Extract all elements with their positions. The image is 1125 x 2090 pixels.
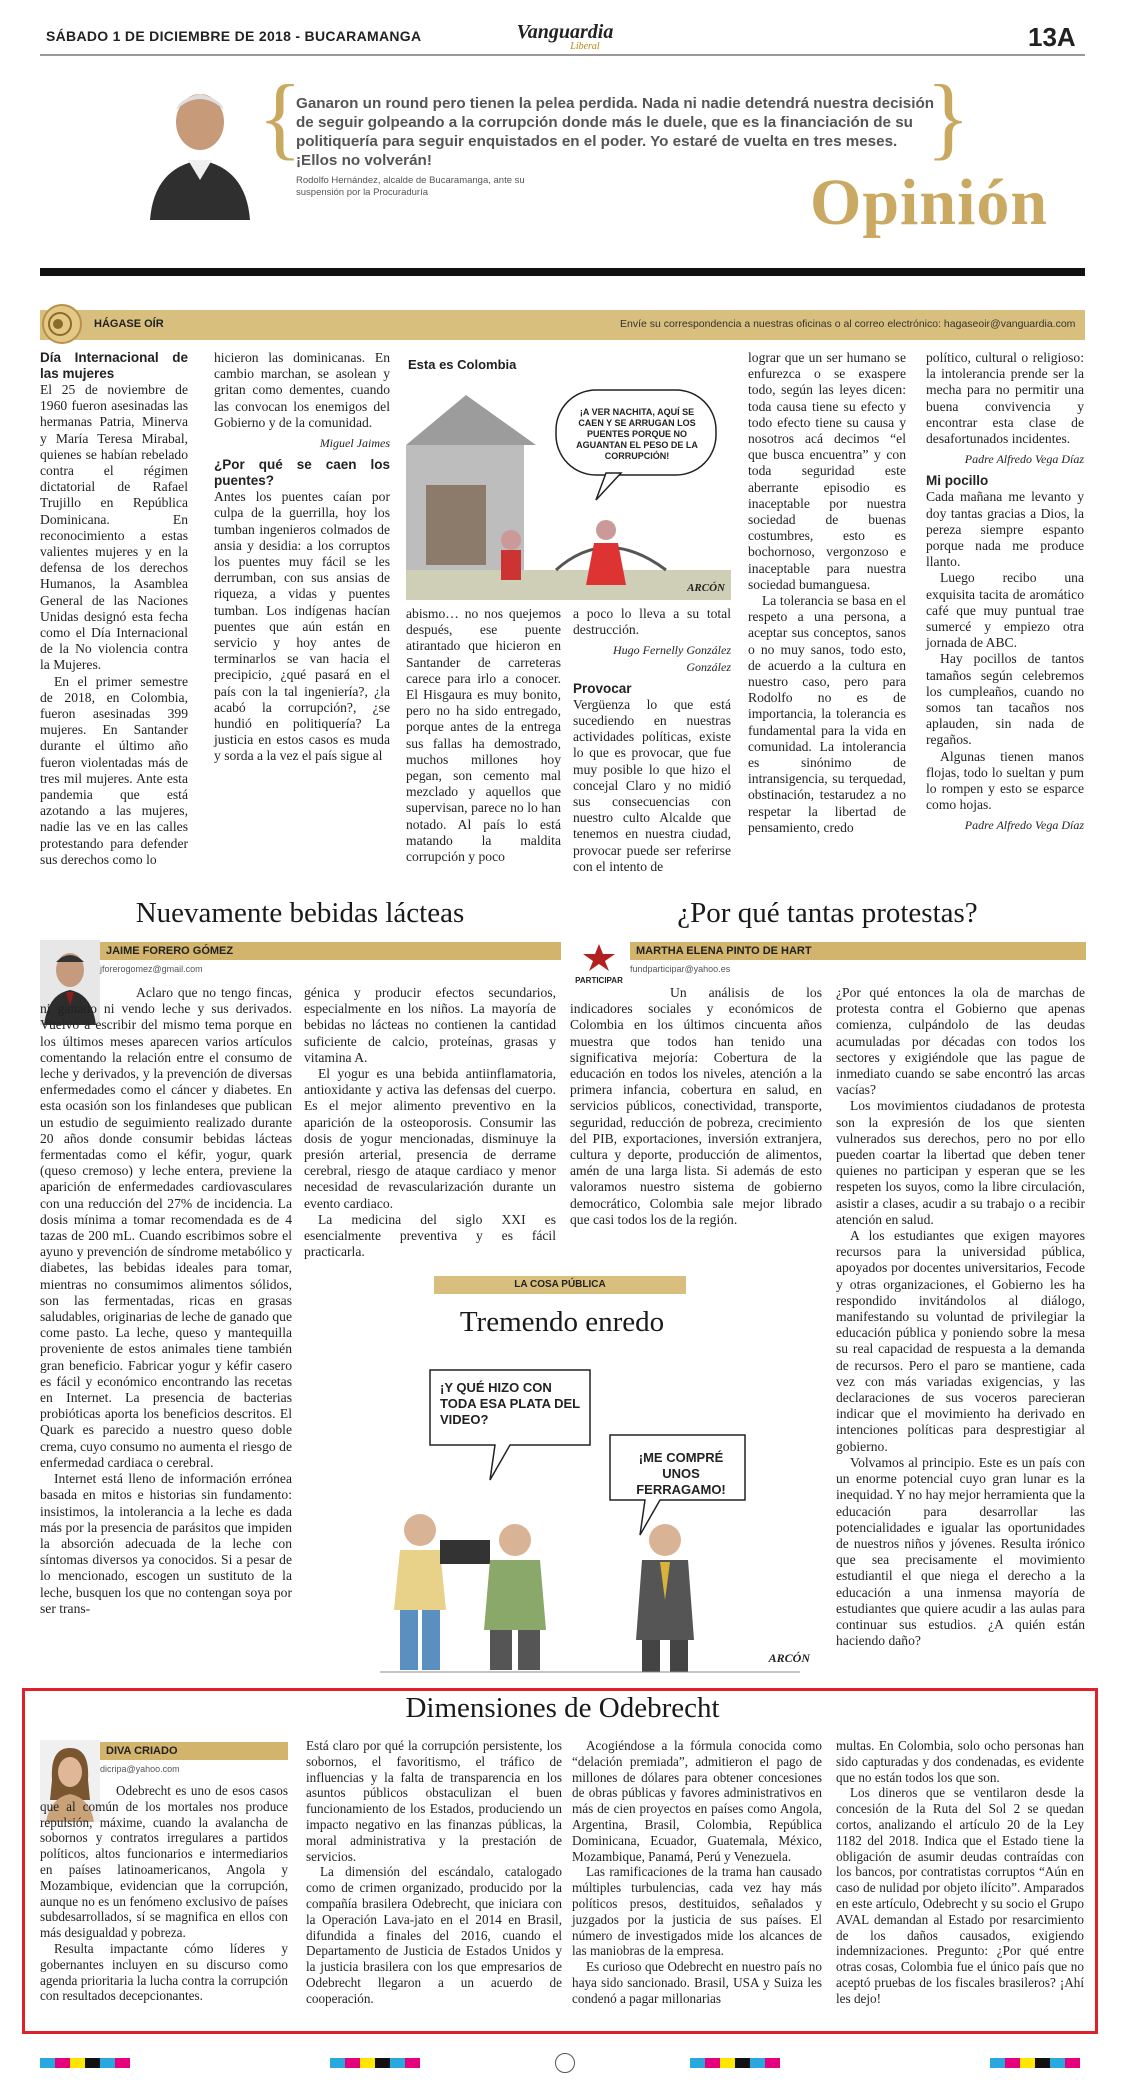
cartoon-tremendo-enredo (360, 1350, 820, 1680)
section-rule (40, 268, 1085, 276)
article3-email: dicripa@yahoo.com (100, 1764, 180, 1774)
article2-author: MARTHA ELENA PINTO DE HART (630, 942, 1086, 960)
quote-brace-left: { (258, 66, 303, 168)
letter-title: ¿Por qué se caen los puentes? (214, 457, 390, 489)
article-text: Es curioso que Odebrecht en nuestro país no haya sido sancionado. Brasil, USA y Suiza les condenó a pagar millonarias (572, 1959, 822, 2006)
registration-marks-left (40, 2058, 130, 2068)
section-title: Opinión (810, 166, 1049, 239)
participar-logo: PARTICIPAR (570, 942, 628, 994)
cartoon-author: ARCÓN (768, 1651, 810, 1665)
article1-col1 (40, 985, 292, 1617)
article1-author: JAIME FORERO GÓMEZ (100, 942, 561, 960)
cosa-publica-headline: Tremendo enredo (459, 1306, 665, 1338)
letter-title: Día Internacional de las mujeres (40, 350, 188, 381)
letter-text: El 25 de noviembre de 1960 fueron asesinadas las hermanas Patria, Minerva y María Teresa Mirabal, quienes se habían rebelado contra el régimen dictatorial de Rafael Trujillo en República Dominicana. En reconocimiento a estas valientes mujeres y en la defensa de los derechos Humanos, la Asamblea General de las Naciones Unidas designó esta fecha como el Día Internacional de la No violencia contra la Mujeres. (40, 382, 188, 673)
cartoon-colombia (406, 355, 731, 600)
letter-text: Vergüenza lo que está sucediendo en nuestras actividades políticas, existe lo que es provocar, que fue muy posible lo que hizo el concejal Claro y no midió sus consecuencias con nuestro culto Alcalde que tenemos en nuestra ciudad, provocar puede ser referirse con el intento de (573, 696, 731, 874)
letter-text: La tolerancia se basa en el respeto a una persona, a aceptar sus conceptos, sanos o no muy sanos, todo esto, de acuerdo a la cultura en nuestro caso, pero para Rodolfo no es de importancia, la tolerancia es fundamental para la vida en comunidad. La intolerancia es sinónimo de intransigencia, su terquedad, obstinación, testarudez a no respetar la libertad de pensamiento, credo (748, 593, 906, 835)
article1-col2 (304, 985, 556, 1260)
letter-col-4 (573, 606, 731, 875)
crosshair-icon (555, 2053, 575, 2073)
article2-col1 (570, 985, 822, 1228)
article3-col3 (572, 1738, 822, 2007)
letter-text: a poco lo lleva a su total destrucción. (573, 606, 731, 638)
letter-text: En el primer semestre de 2018, en Colombia, fueron asesinadas 399 mujeres. En Santander durante el último año fueron violentadas más de tres mil mujeres. Ante esta pandemia que está azotando a las mujeres, nadie las ve en las calles protestando para defender sus derechos como lo (40, 673, 188, 867)
article-text: Un análisis de los indicadores sociales y económicos de Colombia en los últimos cincuenta años muestra que todos han tenido una significativa mejoría: Cobertura de la educación en todos los niveles, atención a la primera infancia, cobertura en salud, en servicios públicos, conectividad, transporte, seguridad, reducción de pobreza, crecimiento del PIB, exportaciones, inversión extranjera, cultura y deporte, producción de alimentos, amén de una larga lista. Si además de esto valoramos nuestro sistema de gobierno democrático, Colombia sale mejor librado que casi todos los de la región. (570, 985, 822, 1227)
registration-marks-center (330, 2058, 420, 2068)
article-text: El yogur es una bebida antiinflamatoria, antioxidante y activa las defensas del cuerpo. Es el mejor alimento preventivo en la aparición de la osteoporosis. Consumir las dosis de yogur mencionadas, disminuye la presión arterial, presencia de derrame cerebral, riesgo de ataque cardiaco y menor necesidad de revascularización durante un evento cardiaco. (304, 1066, 556, 1211)
letter-text: Antes los puentes caían por culpa de la guerrilla, hoy los tumban ingenieros colmados de ansia y desidia: a los corruptos los puentes muy fácil se les derrumban, con sus ansias de riqueza, a vidas y puentes tumban. Los indígenas hacían puentes que aún están en servicio y hoy antes de terminarlos se van hacia el precipicio, ¿qué pasará en el país con la tal ingeniería?, ¿la acabó la corrupción?, ¿se hundió en politiquería? La justicia en estos casos es muda y sorda a la vez el país sigue al (214, 489, 390, 764)
cartoon-author: ARCÓN (687, 582, 725, 594)
article3-col4 (836, 1738, 1084, 2007)
article-text: Internet está lleno de información errónea basada en mitos e historias sin fundamento: insistimos, la intolerancia a la leche es dada más por la presencia de parásitos que impiden la absorción adecuada de la leche con síntomas diversos ya conocidos. Si a pesar de lo mencionado, escogen un sustituto de la leche, busquen los que no contengan soya por ser trans- (40, 1471, 292, 1616)
article-text: A los estudiantes que exigen mayores recursos para la universidad pública, apoyados por docentes universitarios, Fecode y otras organizaciones, el Gobierno les ha respondido invitándolos al diálogo, manifestando su voluntad de privilegiar la educación pública y poniendo sobre la mesa su real capacidad de respuesta a la demanda de recursos. Pero el paro se mantiene, cada vez con más variadas exigencias, y las declaraciones de sus voceros parecieran indicar que el movimiento ha derivado en intenciones políticas para desprestigiar al gobierno. (836, 1228, 1085, 1454)
article-text: Aclaro que no tengo fincas, ni ganado ni vendo leche y sus derivados. Vuelvo a escribir del mismo tema porque en los últimos meses aparecen varios artículos comentando la relación entre el consumo de leche y derivados, y la prevención de diversas enfermedades como el cáncer y diabetes. En esta ocasión son los finlandeses que publican un estudio de seguimiento realizado durante 20 años donde consumir bebidas lácteas fermentadas como el kéfir, yogur, quark (queso cremoso) y leche entera, previene la aparición de enfermedades cardiovasculares con una reducción del 27% de incidencia. La dosis mínima a tomar recomendada es de 4 tazas de 200 mL. Cuando escribimos sobre el ayuno y prevención de síndrome metabólico y diabetes, las bebidas ideales para tomar, mientras no consumimos alimentos sólidos, son las fermentadas, ricas en grasas saludables, originarias de leche de ganado que come pasto. La leche, queso y mantequilla proveniente de estos animales tiene también gran beneficio. Fabricar yogur y kéfir casero es fácil y económico encontrando las recetas en Internet. La presencia de bacterias probióticas aporta los beneficios descritos. El Quark es parecido a nuestro queso doble crema, cuyo consumo no aumenta el riesgo de enfermedad cardiaca o cerebral. (40, 985, 292, 1470)
cosa-publica-label: LA COSA PÚBLICA (434, 1276, 686, 1294)
article1-headline: Nuevamente bebidas lácteas (135, 897, 465, 929)
letter-signature: Hugo Fernelly González González (613, 643, 731, 674)
letter-title: Mi pocillo (926, 473, 989, 489)
letter-col-2 (214, 350, 390, 765)
letter-text: Luego recibo una exquisita tacita de aromático café que muy puntual trae sumercé y empiezo otra jornada de ABC. (926, 570, 1084, 651)
letter-text: abismo… no nos quejemos después, ese puente atirantado que hicieron en Santander de carreteras carece para irlo a conocer. El Hisgaura es muy bonito, pero no ha sido entregado, porque antes de la entrega sus fallas ha demostrado, muchos millones hoy pegan, son cemento mal mezclado y aquellos que supervisan, parece no lo han notado. Al país lo está matando la maldita corrupción y poco (406, 606, 561, 865)
article-text: Las ramificaciones de la trama han causado múltiples turbulencias, cada vez hay más políticos presos, destituidos, señalados y juzgados por la justicia de sus países. El número de investigados mide los alcances de las maniobras de la empresa. (572, 1864, 822, 1959)
article-text: Odebrecht es uno de esos casos que al común de los mortales nos produce repulsión, máxime, cuando la avalancha de sobornos y contratos irregulares a partidos políticos, altos funcionarios e intermediarios en países latinoamericanos, Angola y Mozambique, evidencian que la corrupción, aunque no es un fenómeno exclusivo de países subdesarrollados, sí se magnifica en ellos con más desigualdad y pobreza. (40, 1783, 288, 1941)
quote-attribution: Rodolfo Hernández, alcalde de Bucaramanga, ante su suspensión por la Procuraduría (296, 175, 525, 198)
article-text: Los movimientos ciudadanos de protesta son la expresión de los que sienten vulnerados sus derechos, pero no por ello pueden coartar la libertad que deben tener quienes no participan y esperan que se les respeten los suyos, como la libre circulación, asistir a clases, acudir a su trabajo o a recibir atención en salud. (836, 1098, 1085, 1227)
letter-text: hicieron las dominicanas. En cambio marchan, se asolean y gritan como dementes, cuando las convocan los enemigos del Gobierno y de la comunidad. (214, 350, 390, 430)
letter-col-3 (406, 606, 561, 865)
letter-text: Algunas tienen manos flojas, todo lo sueltan y pum lo rompen y esto se esparce como hojas. (926, 748, 1084, 813)
header-rule (40, 54, 1085, 56)
article2-col2 (836, 985, 1085, 1649)
cartoon-bubble: ¡Y QUÉ HIZO CON TODA ESA PLATA DEL VIDEO? (440, 1380, 580, 1427)
hagase-contact: Envíe su correspondencia a nuestras oficinas o al correo electrónico: hagaseoir@vanguardia.com (620, 318, 1076, 330)
article-text: ¿Por qué entonces la ola de marchas de protesta contra el Gobierno que apenas comienza, culpándolo de las deudas acumuladas por décadas con todos los sectores y exigiéndole que las pague de inmediato cuando se sabe encontró las arcas vacías? (836, 985, 1085, 1098)
article1-email: jforerogomez@gmail.com (100, 964, 203, 974)
letter-signature: Miguel Jaimes (319, 436, 390, 451)
quote-brace-right: } (926, 66, 971, 168)
registration-marks-far-right (990, 2058, 1080, 2068)
letter-signature: Padre Alfredo Vega Díaz (964, 818, 1084, 833)
article2-headline: ¿Por qué tantas protestas? (677, 897, 978, 929)
letter-text: Cada mañana me levanto y doy tantas gracias a Dios, la pereza siempre espanto porque nada me produce llanto. (926, 489, 1084, 570)
article-text: La medicina del siglo XXI es esencialmente preventiva y es fácil practicarla. (304, 1211, 556, 1260)
quote-text: Ganaron un round pero tienen la pelea perdida. Nada ni nadie detendrá nuestra decisión de seguir golpeando a la corrupción donde más le duele, que es la financiación de su politiquería para seguir enquistados en el poder. Yo estaré de vuelta en tres meses. ¡Ellos no volverán! (296, 95, 935, 169)
letter-title: Provocar (573, 680, 632, 696)
page-number: 13A (1028, 22, 1076, 52)
letter-text: Hay pocillos de tantos tamaños según celebremos los cumpleaños, cuando no somos tan tacaños nos aplauden, sin nada de regaños. (926, 651, 1084, 748)
article-text: Está claro por qué la corrupción persistente, los sobornos, el favoritismo, el tráfico de influencias y la falta de transparencia en los asuntos públicos obstaculizan el buen funcionamiento de los Estados, produciendo un impacto negativo en las finanzas públicas, la moral administrativa y la prestación de servicios. (306, 1738, 562, 1864)
article-text: La dimensión del escándalo, catalogado como de crimen organizado, producido por la compañía brasilera Odebrecht, que iniciara con la Operación Lava-jato en el 2014 en Brasil, difundida a finales del 2016, cuando el Departamento de Justicia de Estados Unidos y la justicia brasilera con los que empresarios de Odebrecht llegaron a un acuerdo de cooperación. (306, 1864, 562, 2006)
article3-col1 (40, 1783, 288, 2004)
letter-text: político, cultural o religioso: la intolerancia prende ser la mecha para no permitir una buena convivencia y encontrar esta clase de desafortunados incidentes. (926, 350, 1084, 447)
article3-headline: Dimensiones de Odebrecht (405, 1692, 720, 1724)
letter-signature: Padre Alfredo Vega Díaz (964, 452, 1084, 467)
article-text: multas. En Colombia, solo ocho personas han sido capturadas y dos condenadas, es evidente que no están todos los que son. (836, 1738, 1084, 1785)
cartoon-bubble: ¡ME COMPRÉ UNOS FERRAGAMO! (636, 1450, 726, 1497)
article3-col2 (306, 1738, 562, 2007)
hagase-label: HÁGASE OÍR (94, 318, 164, 330)
article2-email: fundparticipar@yahoo.es (630, 964, 731, 974)
speaker-icon (42, 304, 82, 344)
article-text: génica y producir efectos secundarios, especialmente en los niños. La mayoría de bebidas no lácteas no contienen la cantidad suficiente de calcio, proteínas, grasas y vitamina A. (304, 985, 556, 1065)
article-text: Los dineros que se ventilaron desde la concesión de la Ruta del Sol 2 se quedan cortos, analizando el artículo 20 de la Ley 1182 del 2018. Indica que el Estado tiene la obligación de asumir deudas contraídas con los bancos, por contratistas corruptos “Aún en caso de nulidad por objeto ilícito”. Amparados en este artículo, Odebrecht y su socio el Grupo AVAL demandan al Estado por resarcimiento de los daños causados, exigiendo indemnizaciones. Pregunto: ¿Por qué entre otras cosas, Colombia fue el único país que no aceptó pruebas de los fiscales brasileros? ¡Ahí les dejo! (836, 1785, 1084, 2006)
cartoon-title: Esta es Colombia (408, 357, 517, 372)
article-text: Resulta impactante cómo líderes y gobernantes incluyen en su discurso como agenda prioritaria la lucha contra la corrupción con resultados decepcionantes. (40, 1940, 288, 2004)
masthead-logo: Vanguardia Liberal (516, 21, 614, 52)
cartoon-bubble: ¡A VER NACHITA, AQUÍ SE CAEN Y SE ARRUGAN LOS PUENTES PORQUE NO AGUANTAN EL PESO DE LA CORRUPCIÓN! (576, 407, 698, 461)
article-text: Volvamos al principio. Este es un país con un enorme potencial cuyo gran lunar es la inequidad. Y no hay mejor herramienta que la educación para desarrollar las potencialidades e igualar las oportunidades de nuestros niños y jóvenes. Resulta irónico que sea precisamente el movimiento estudiantil el que niega el derecho a la educación a una inmensa mayoría de estudiantes que quiere acudir a las aulas para continuar sus estudios. ¿A quién están haciendo daño? (836, 1454, 1085, 1649)
letter-col-1 (40, 350, 188, 868)
registration-marks-right (690, 2058, 780, 2068)
header-date: SÁBADO 1 DE DICIEMBRE DE 2018 - BUCARAMANGA (46, 28, 422, 44)
article-text: Acogiéndose a la fórmula conocida como “delación premiada”, admitieron el pago de millones de dólares para obtener concesiones de obras públicas y favores administrativos en más de cien proyectos en países como Angola, Argentina, Brasil, Colombia, República Dominicana, Ecuador, Guatemala, México, Mozambique, Panamá, Perú y Venezuela. (572, 1738, 822, 1864)
author-photo (140, 80, 258, 220)
article3-author: DIVA CRIADO (100, 1742, 288, 1760)
letter-text: lograr que un ser humano se enfurezca o se exaspere todo, según las leyes dicen: toda causa tiene su efecto y todo efecto tiene su causa y nosotros acá decimos “el que busca encuentra” y con toda seguridad este aberrante episodio es inaceptable por nuestra sociedad de buenas costumbres, esto es bochornoso, vergonzoso e inaceptable para nuestra sociedad bumanguesa. (748, 350, 906, 592)
letter-col-5 (748, 350, 906, 836)
letter-col-6 (926, 350, 1084, 840)
